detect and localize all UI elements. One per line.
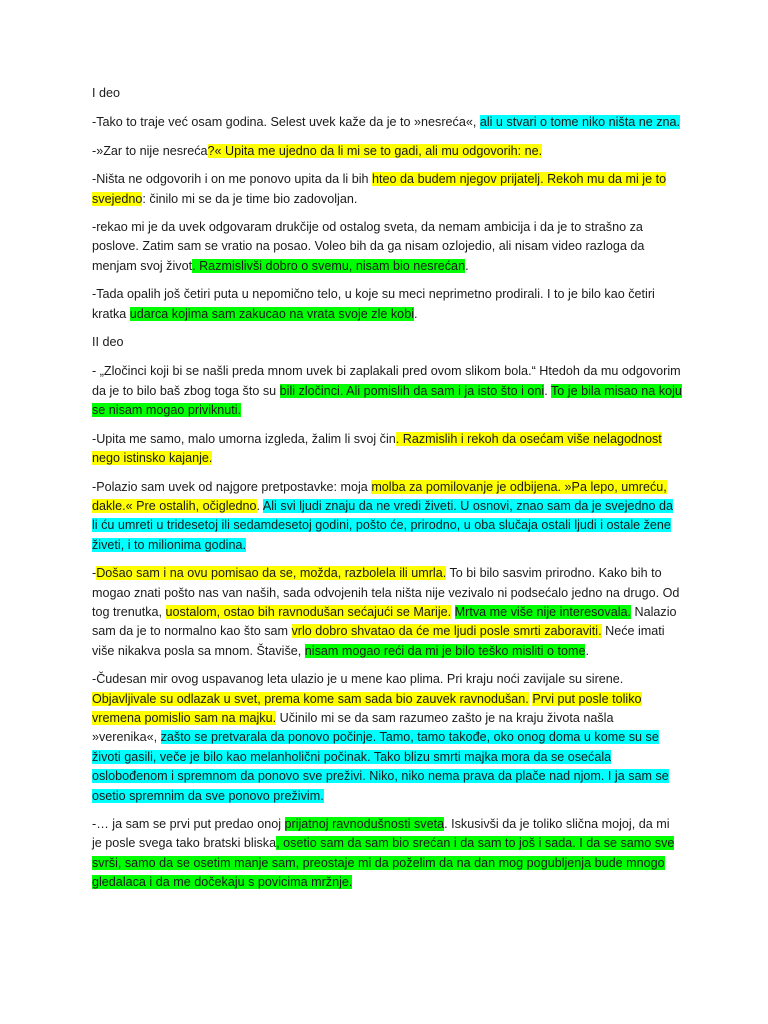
text-run: -Tako to traje već osam godina. Selest uvek kaže da je to »nesreća«, (92, 115, 480, 130)
highlighted-text: bili zločinci. Ali pomislih da sam i ja isto što i oni (279, 383, 545, 398)
text-run: -Ništa ne odgovorih i on me ponovo upita da li bih (92, 172, 373, 187)
text-run: . (585, 643, 589, 658)
text-run: Učinilo mi se da sam razumeo zašto je na kraju života našla »verenika«, (92, 710, 614, 745)
highlighted-text: zašto se pretvarala da ponovo počinje. Tamo, tamo takođe, oko onog doma u kome su se životi gasili, veče je bilo kao melanholični počinak. Tako blizu smrti majka mora da se osećala oslobođenom i spremnom da ponovo sve preživi. Niko, niko nema prava da plače nad njom. I ja sam se osetio spremnim da sve ponovo preživim. (92, 730, 669, 803)
highlighted-text: udarca kojima sam zakucao na vrata svoje zle kobi (129, 306, 414, 321)
document-page (92, 84, 682, 902)
text-run: -»Zar to nije nesreća (92, 143, 208, 158)
text-run: -Upita me samo, malo umorna izgleda, žalim li svoj čin (92, 431, 396, 446)
highlighted-text: . Razmislivši dobro o svemu, nisam bio nesrećan (192, 258, 466, 273)
text-run: . (256, 498, 263, 513)
text-run: -… ja sam se prvi put predao onoj (92, 817, 285, 831)
highlighted-text: Došao sam i na ovu pomisao da se, možda, razbolela ili umrla. (96, 566, 447, 581)
paragraph (92, 430, 682, 469)
text-run: . (465, 258, 469, 273)
text-run: : činilo mi se da je time bio zadovoljan. (142, 191, 358, 206)
paragraph (92, 170, 682, 209)
text-run: II deo (92, 335, 124, 350)
highlighted-text: Ali svi ljudi znaju da ne vredi živeti. U osnovi, znao sam da je svejedno da li ću umreti u tridesetoj ili sedamdesetoj godini, pošto će, prirodno, u oba slučaja ostali ljudi i ostale žene živeti, i to milionima godina. (92, 498, 674, 552)
text-run: -Polazio sam uvek od najgore pretpostavke: moja (92, 479, 372, 494)
highlighted-text: uostalom, ostao bih ravnodušan sećajući se Marije. (165, 604, 452, 619)
text-run: Nalazio sam da je to normalno kao što sam (92, 604, 677, 639)
highlighted-text: To je bila misao na koju se nisam mogao priviknuti. (92, 383, 682, 418)
text-run: - (92, 566, 97, 581)
text-run: To bi bilo sasvim prirodno. Kako bih to mogao znati pošto nas van naših, sada odvojenih tela ništa nije vezivalo ni podsećalo jedno na drugo. Od tog trenutka, (92, 566, 680, 619)
section-heading (92, 84, 682, 103)
highlighted-text: Mrtva me više nije interesovala. (454, 604, 632, 619)
highlighted-text: molba za pomilovanje je odbijena. »Pa lepo, umreću, dakle.« Pre ostalih, očigledno (92, 479, 667, 513)
text-run: Neće imati više nikakva posla sa mnom. Štaviše, (92, 624, 665, 658)
paragraph (92, 564, 682, 661)
highlighted-text: , osetio sam da sam bio srećan i da sam to još i sada. I da se samo sve svrši, samo da se osetim manje sam, preostaje mi da poželim da na dan mog pogubljenja bude mnogo gledalaca i da me dočekaju s povicima mržnje. (92, 836, 675, 890)
highlighted-text: ali u stvari o tome niko ništa ne zna. (479, 115, 681, 130)
text-run: I deo (92, 86, 121, 100)
highlighted-text: ?« Upita me ujedno da li mi se to gadi, ali mu odgovorih: ne. (207, 143, 543, 158)
paragraph (92, 670, 682, 806)
text-run: -Čudesan mir ovog uspavanog leta ulazio je u mene kao plima. Pri kraju noći zavijale su sirene. (92, 672, 624, 687)
highlighted-text: prijatnoj ravnodušnosti sveta (284, 817, 445, 831)
text-run: - „Zločinci koji bi se našli preda mnom uvek bi zaplakali pred ovom slikom bola.“ Htedoh da mu odgovorim da je to bilo baš zbog toga što su (92, 364, 681, 398)
highlighted-text: hteo da budem njegov prijatelj. Rekoh mu da mi je to svejedno (92, 172, 667, 206)
paragraph (92, 113, 682, 132)
paragraph (92, 815, 682, 893)
section-heading (92, 333, 682, 352)
paragraph (92, 285, 682, 324)
text-run: -rekao mi je da uvek odgovaram drukčije od ostalog sveta, da nemam ambicija i da je to strašno za poslove. Zatim sam se vratio na posao. Voleo bih da ga nisam ozlojedio, ali nisam video razloga da menjam svoj život (92, 220, 645, 273)
highlighted-text: Objavljivale su odlazak u svet, prema kome sam sada bio zauvek ravnodušan. (92, 691, 529, 706)
paragraph (92, 218, 682, 276)
text-run: . Iskusivši da je toliko slična mojoj, da mi je posle svega tako bratski bliska (92, 817, 670, 851)
paragraph (92, 362, 682, 420)
paragraph (92, 478, 682, 556)
highlighted-text: nisam mogao reći da mi je bilo teško misliti o tome (304, 643, 586, 658)
text-run: -Tada opalih još četiri puta u nepomično telo, u koje su meci neprimetno prodirali. I to je bilo kao četiri kratka (92, 287, 655, 321)
text-run: . (414, 306, 418, 321)
paragraph (92, 142, 682, 161)
highlighted-text: . Razmislih i rekoh da osećam više nelagodnost nego istinsko kajanje. (92, 431, 662, 466)
highlighted-text: Prvi put posle toliko vremena pomislio sam na majku. (92, 691, 642, 725)
text-run: . (544, 383, 551, 398)
highlighted-text: vrlo dobro shvatao da će me ljudi posle smrti zaboraviti. (291, 624, 602, 639)
